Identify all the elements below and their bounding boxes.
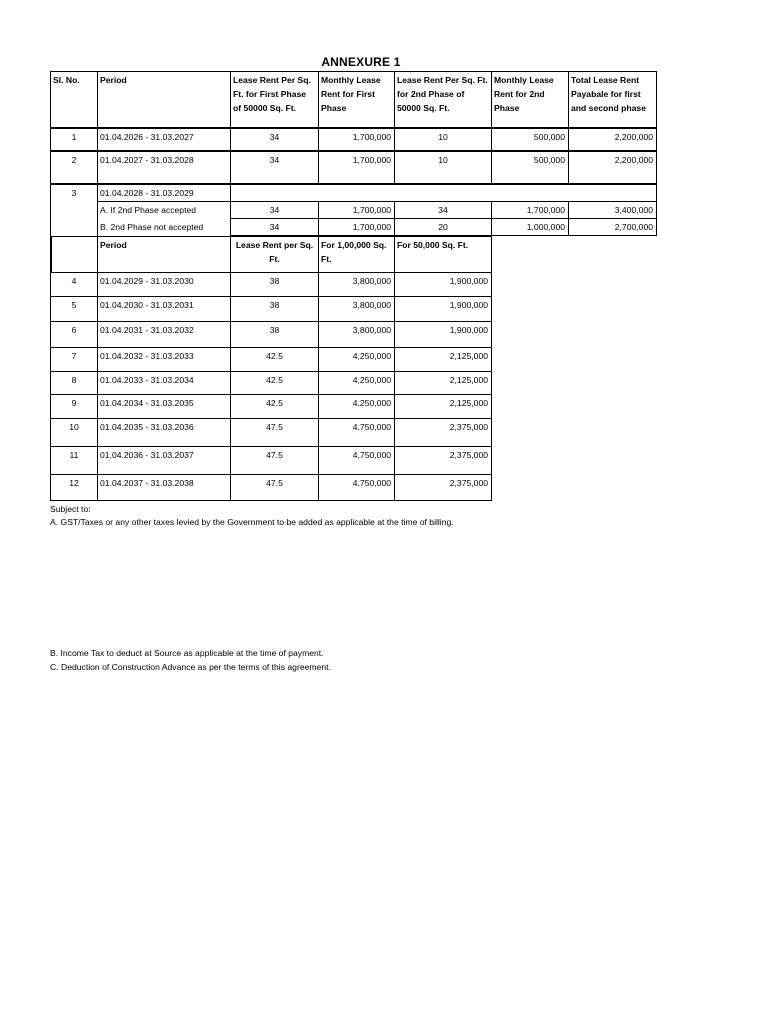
table-cell-period: 01.04.2031 - 31.03.2032	[97, 321, 231, 348]
table-cell-sl: 4	[50, 272, 98, 297]
table-cell-monthly2: 500,000	[491, 151, 569, 184]
table-cell-for-50k: 2,125,000	[394, 347, 492, 372]
table-cell-period: 01.04.2029 - 31.03.2030	[97, 272, 231, 297]
table-cell-rate2: 20	[394, 218, 492, 236]
table-cell-rate: 47.5	[230, 446, 319, 475]
table-cell-for-100k: 4,750,000	[318, 446, 395, 475]
table-cell-monthly1: 1,700,000	[318, 128, 395, 151]
table-cell-for-50k: 2,375,000	[394, 474, 492, 501]
table-cell-rate: 42.5	[230, 394, 319, 419]
row3-option-b-label: B. 2nd Phase not accepted	[100, 222, 204, 232]
table-cell-for-100k: 4,250,000	[318, 371, 395, 395]
table-cell-period: 01.04.2026 - 31.03.2027	[97, 128, 231, 151]
table-cell-rate: 42.5	[230, 371, 319, 395]
table-cell-for-100k: 4,250,000	[318, 394, 395, 419]
table-cell-total: 2,200,000	[568, 128, 657, 151]
table-cell-period: 01.04.2037 - 31.03.2038	[97, 474, 231, 501]
table-cell-rate: 47.5	[230, 474, 319, 501]
table-cell-rate: 47.5	[230, 418, 319, 447]
table-cell-for-50k: 2,125,000	[394, 371, 492, 395]
header2-period: Period	[97, 236, 231, 273]
table-cell-rate2: 10	[394, 128, 492, 151]
table-cell-monthly2: 1,000,000	[491, 218, 569, 236]
table-cell-sl: 5	[50, 296, 98, 322]
table-cell-period: 01.04.2032 - 31.03.2033	[97, 347, 231, 372]
table-cell-sl: 8	[50, 371, 98, 395]
note-b: B. Income Tax to deduct at Source as applicable at the time of payment.	[50, 648, 324, 658]
table-cell-for-50k: 1,900,000	[394, 321, 492, 348]
table-cell-for-100k: 4,750,000	[318, 474, 395, 501]
table-cell-rate1: 34	[230, 218, 319, 236]
table-cell-period: 01.04.2036 - 31.03.2037	[97, 446, 231, 475]
table-cell-rate: 38	[230, 296, 319, 322]
table-cell-for-50k: 1,900,000	[394, 296, 492, 322]
table-cell-monthly1: 1,700,000	[318, 201, 395, 219]
table-cell-period: 01.04.2034 - 31.03.2035	[97, 394, 231, 419]
table-cell-for-50k: 2,375,000	[394, 418, 492, 447]
table-cell-sl: 10	[50, 418, 98, 447]
table-cell-for-100k: 3,800,000	[318, 272, 395, 297]
header2-for-100k: For 1,00,000 Sq. Ft.	[318, 236, 395, 273]
header2-blank	[50, 236, 98, 273]
row3-period-options	[97, 201, 231, 237]
note-c: C. Deduction of Construction Advance as per the terms of this agreement.	[50, 662, 331, 672]
table-cell-sl: 7	[50, 347, 98, 372]
note-a: A. GST/Taxes or any other taxes levied by the Government to be added as applicable at the time of billing.	[50, 517, 454, 527]
table-cell-rate: 38	[230, 272, 319, 297]
table-cell-sl: 6	[50, 321, 98, 348]
table-cell-total: 2,700,000	[568, 218, 657, 236]
table-cell-for-100k: 4,750,000	[318, 418, 395, 447]
row3-option-a-label: A. If 2nd Phase accepted	[100, 205, 197, 215]
table-cell-rate: 38	[230, 321, 319, 348]
table-cell-sl: 3	[50, 184, 98, 237]
header2-for-50k: For 50,000 Sq. Ft.	[394, 236, 492, 273]
header-rate-second-phase: Lease Rent Per Sq. Ft. for 2nd Phase of 50000 Sq. Ft.	[394, 71, 492, 128]
header-period: Period	[97, 71, 231, 128]
table-cell-total: 2,200,000	[568, 151, 657, 184]
table-cell-sl: 11	[50, 446, 98, 475]
table-cell-monthly2: 1,700,000	[491, 201, 569, 219]
table-cell-sl: 9	[50, 394, 98, 419]
table-cell-rate1: 34	[230, 201, 319, 219]
table-cell-for-50k: 2,375,000	[394, 446, 492, 475]
header-sl-no: Sl. No.	[50, 71, 98, 128]
table-cell-rate1: 34	[230, 128, 319, 151]
header2-rate: Lease Rent per Sq. Ft.	[230, 236, 319, 273]
header-monthly-first-phase: Monthly Lease Rent for First Phase	[318, 71, 395, 128]
table-cell-sl: 1	[50, 128, 98, 151]
table-cell-sl: 12	[50, 474, 98, 501]
note-subject: Subject to:	[50, 504, 91, 514]
table-cell-for-100k: 4,250,000	[318, 347, 395, 372]
table-cell-monthly2: 500,000	[491, 128, 569, 151]
header-total-lease-rent: Total Lease Rent Payabale for first and second phase	[568, 71, 657, 128]
table-cell-period: 01.04.2033 - 31.03.2034	[97, 371, 231, 395]
table-cell-rate2: 10	[394, 151, 492, 184]
row3-blank-band	[230, 184, 657, 202]
table-cell-period: 01.04.2027 - 31.03.2028	[97, 151, 231, 184]
header-rate-first-phase: Lease Rent Per Sq. Ft. for First Phase of 50000 Sq. Ft.	[230, 71, 319, 128]
header-monthly-second-phase: Monthly Lease Rent for 2nd Phase	[491, 71, 569, 128]
table-cell-total: 3,400,000	[568, 201, 657, 219]
table-cell-period: 01.04.2035 - 31.03.2036	[97, 418, 231, 447]
table-cell-period: 01.04.2028 - 31.03.2029	[97, 184, 231, 202]
page-title: ANNEXURE 1	[321, 55, 401, 69]
table-cell-rate: 42.5	[230, 347, 319, 372]
table-cell-for-50k: 1,900,000	[394, 272, 492, 297]
table-cell-monthly1: 1,700,000	[318, 151, 395, 184]
table-cell-period: 01.04.2030 - 31.03.2031	[97, 296, 231, 322]
table-cell-for-50k: 2,125,000	[394, 394, 492, 419]
table-cell-sl: 2	[50, 151, 98, 184]
table-cell-for-100k: 3,800,000	[318, 296, 395, 322]
table-cell-for-100k: 3,800,000	[318, 321, 395, 348]
table-cell-rate2: 34	[394, 201, 492, 219]
table-cell-monthly1: 1,700,000	[318, 218, 395, 236]
table-cell-rate1: 34	[230, 151, 319, 184]
